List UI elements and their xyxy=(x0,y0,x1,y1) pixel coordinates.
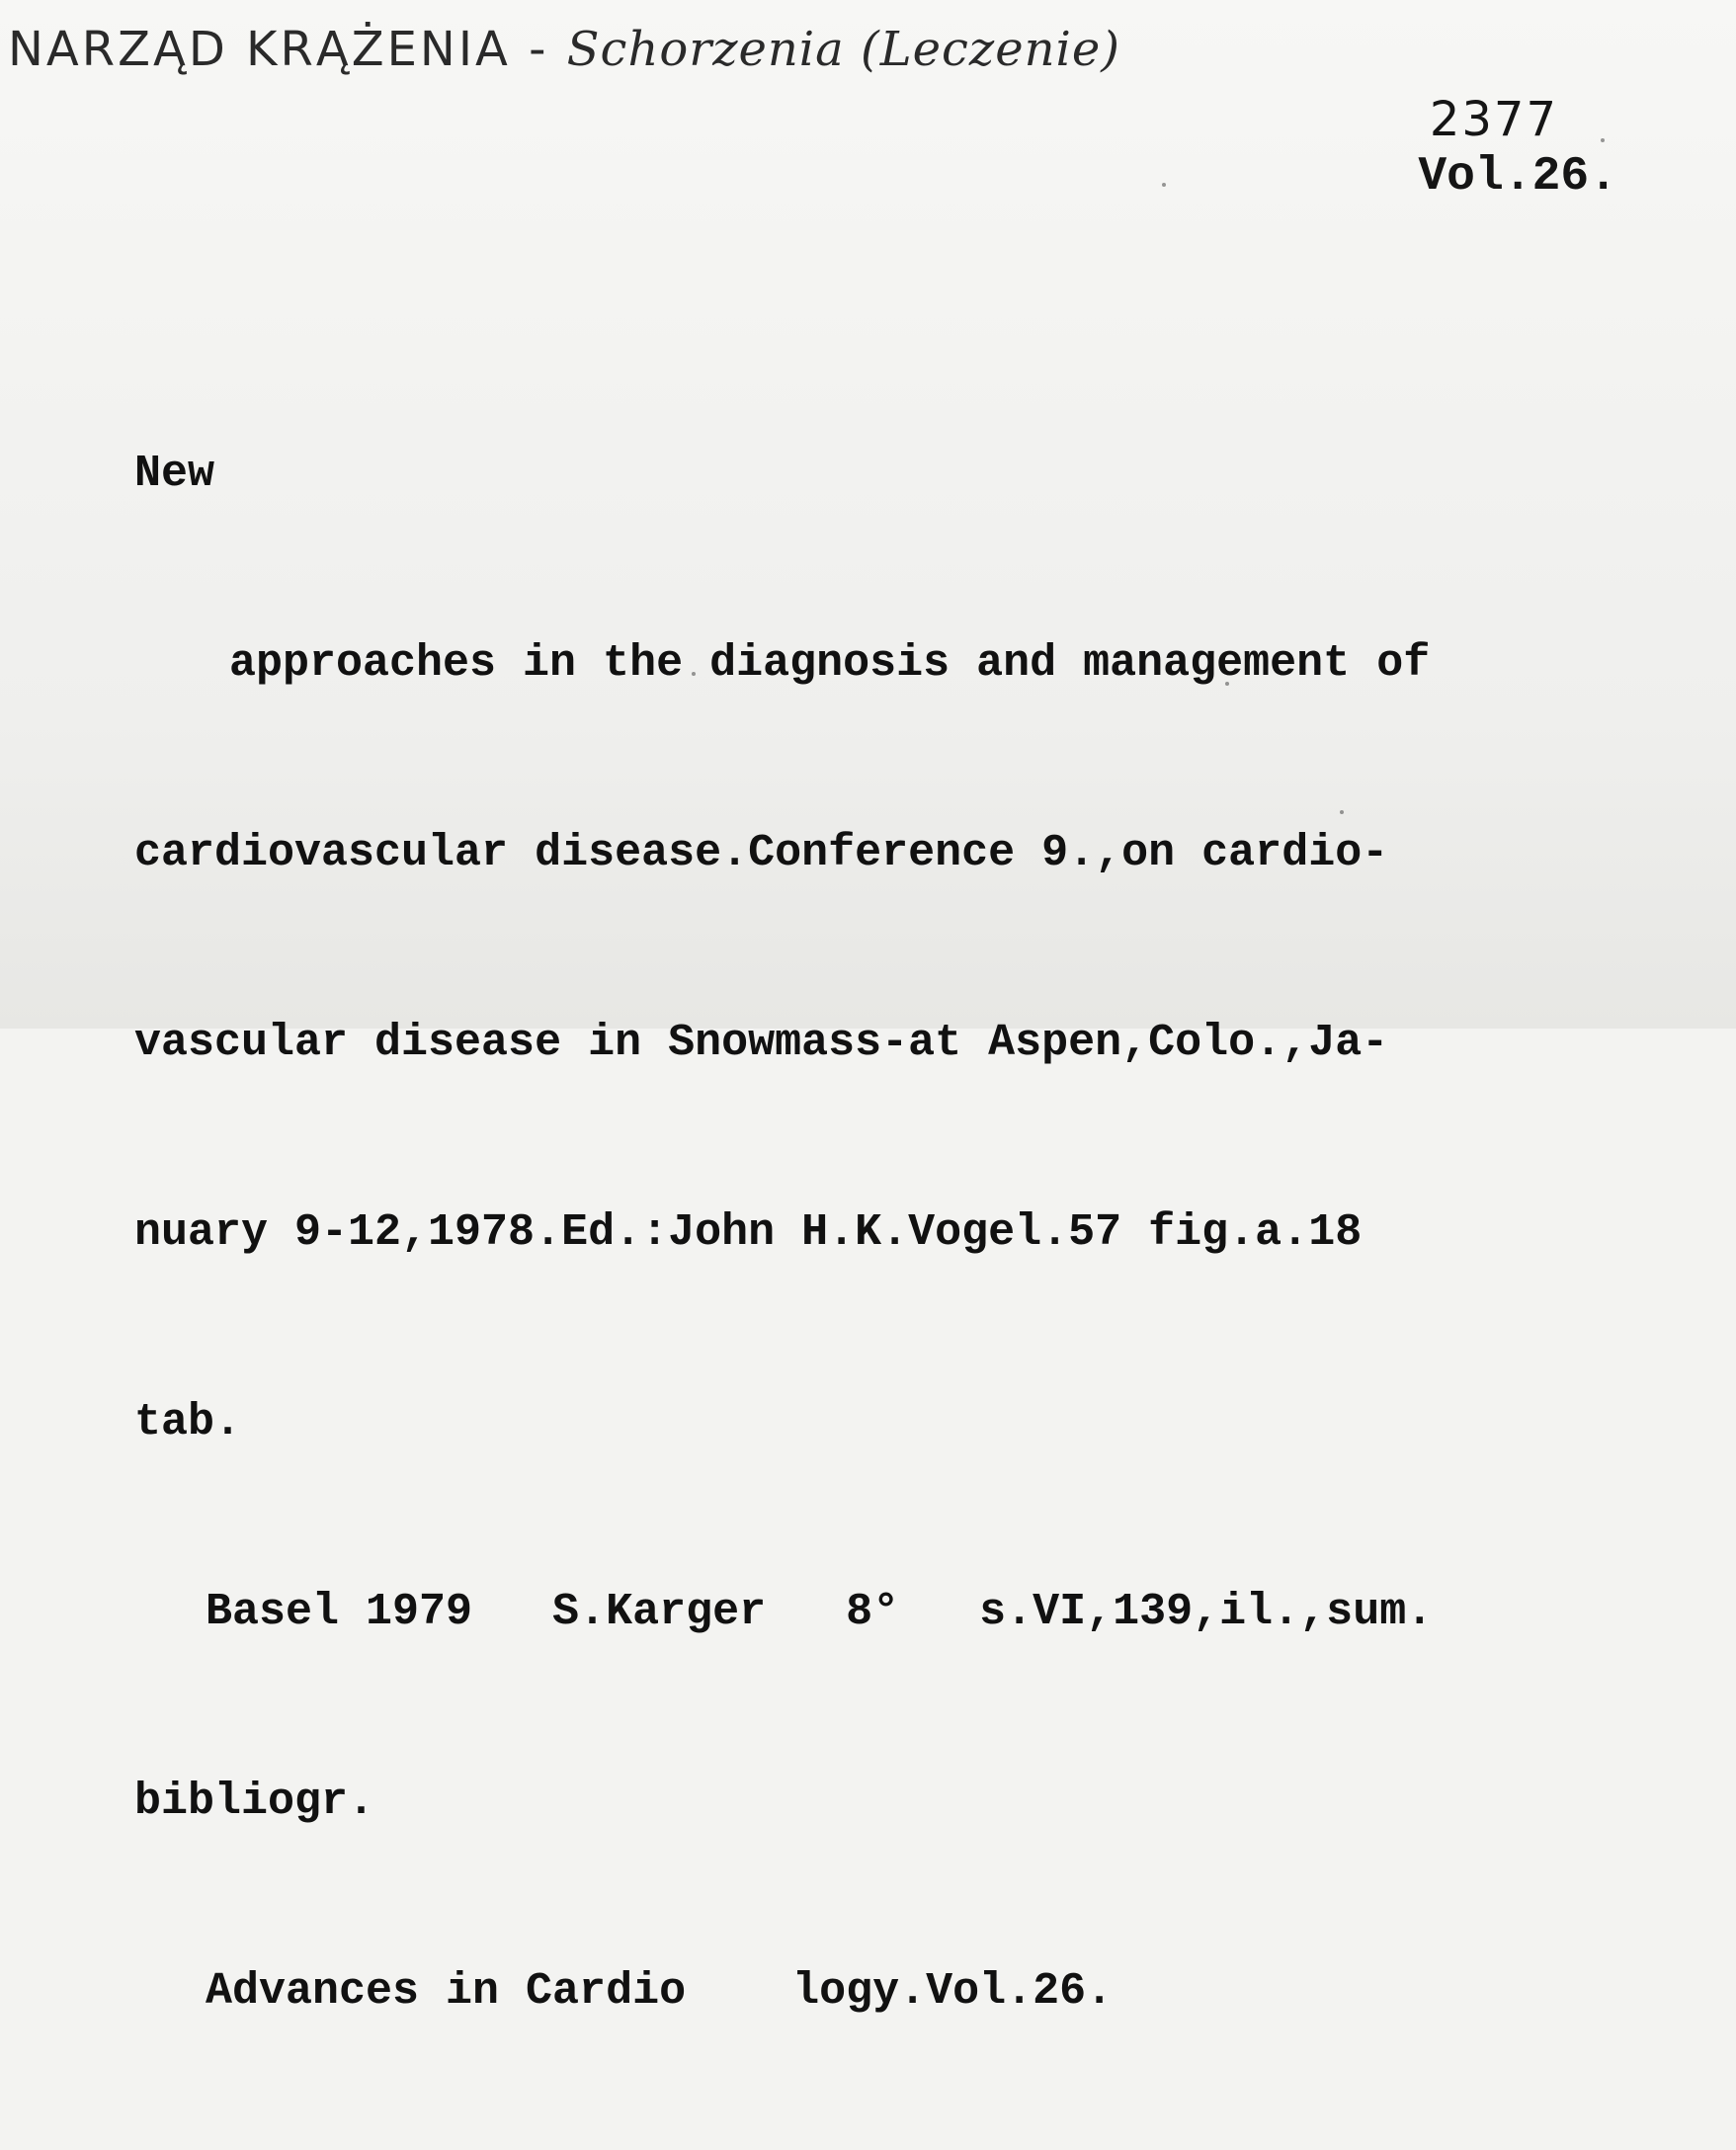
entry-line-title-start: New xyxy=(134,449,215,499)
call-number-block xyxy=(1418,91,1617,206)
entry-line-series: Advances in Cardio logy.Vol.26. xyxy=(206,1966,1114,2017)
subject-heading-separator: - xyxy=(529,22,549,77)
entry-line-bibliogr: bibliogr. xyxy=(134,1777,375,1827)
subject-heading xyxy=(8,22,1120,77)
entry-line-title-cont: cardiovascular disease.Conference 9.,on cardio- xyxy=(134,828,1389,878)
volume-label: Vol.26. xyxy=(1418,150,1617,204)
subject-heading-handwritten: Schorzenia (Leczenie) xyxy=(566,22,1121,77)
entry-line-editor: nuary 9-12,1978.Ed.:John H.K.Vogel.57 fig.a.18 xyxy=(134,1207,1363,1258)
entry-line-imprint: Basel 1979 S.Karger 8° s.VI,139,il.,sum. xyxy=(206,1587,1434,1637)
paper-speck xyxy=(1162,183,1166,187)
entry-line-title: approaches in the diagnosis and management of xyxy=(229,638,1431,689)
subject-heading-typed: NARZĄD KRĄŻENIA xyxy=(8,22,511,77)
entry-line-tab: tab. xyxy=(134,1397,242,1447)
catalog-entry-text xyxy=(134,316,1695,2150)
call-number: 2377 xyxy=(1429,92,1558,147)
entry-line-conference: vascular disease in Snowmass-at Aspen,Colo.,Ja- xyxy=(134,1018,1389,1068)
